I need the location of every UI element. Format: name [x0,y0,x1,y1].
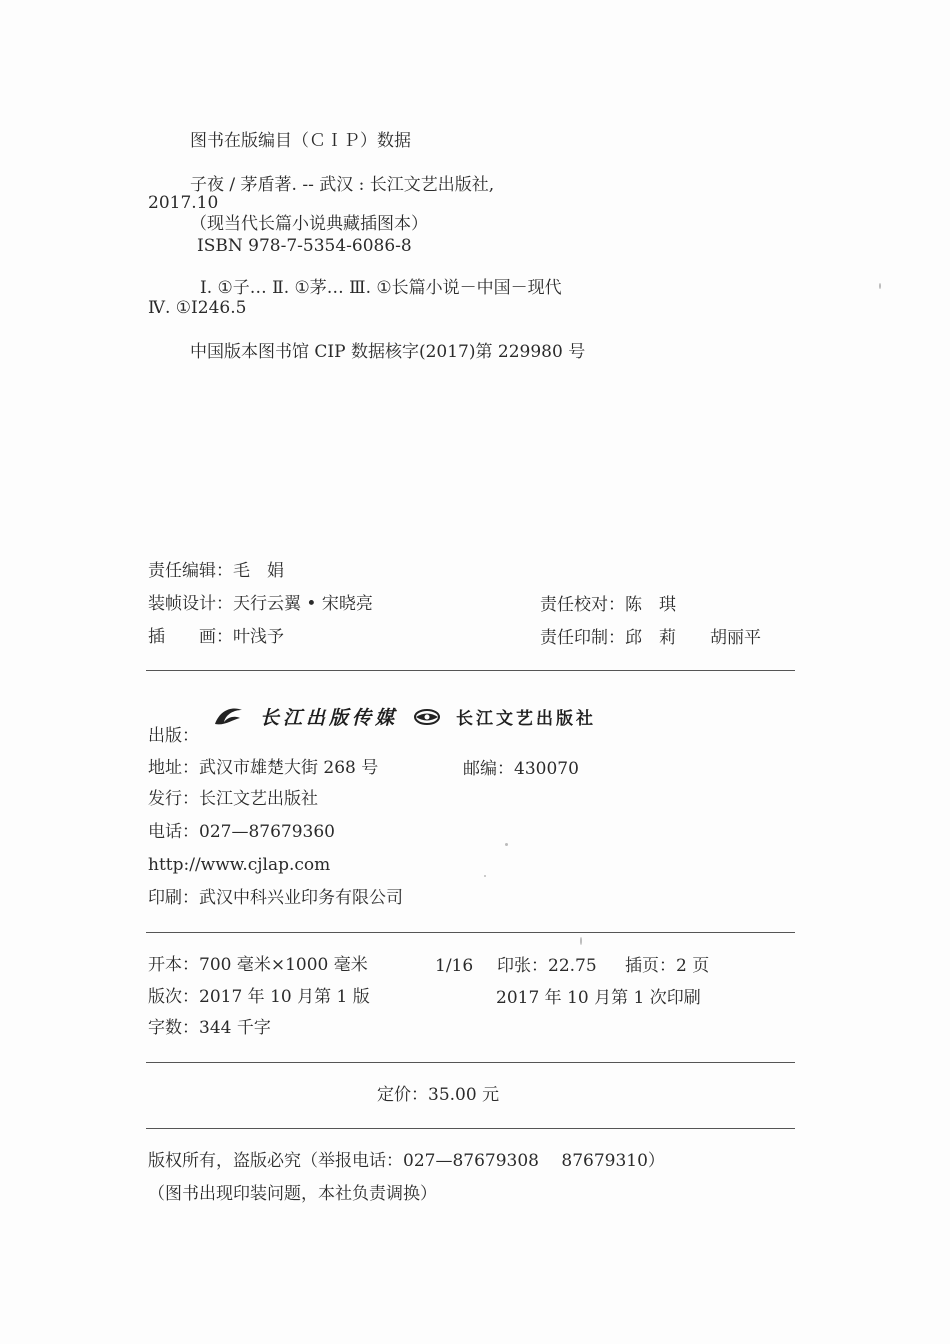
credit-illustrator [148,627,284,647]
cip-series: （现当代长篇小说典藏插图本） [190,214,428,234]
cip-isbn: ISBN 978-7-5354-6086-8 [197,236,412,256]
credit-value: 邱 莉 胡丽平 [625,628,761,648]
publisher-phone: 电话：027—87679360 [148,822,335,842]
spec-edition: 版次：2017 年 10 月第 1 版 [148,987,370,1007]
credit-label: 责任印制： [540,628,625,648]
scan-speck [580,937,582,945]
scan-speck [505,843,508,846]
spec-wordcount: 字数：344 千字 [148,1018,271,1038]
credit-value: 叶浅予 [233,627,284,647]
spec-sheets: 印张：22.75 [497,956,597,976]
divider [146,1128,795,1129]
defect-notice: （图书出现印装问题，本社负责调换） [148,1184,437,1204]
credit-label: 责任编辑： [148,561,233,581]
credit-value: 天行云翼 • 宋晓亮 [233,594,373,614]
spec-fraction: 1/16 [435,956,474,976]
distributor: 发行：长江文艺出版社 [148,789,318,809]
credit-design [148,594,373,614]
spec-plates: 插页：2 页 [625,956,710,976]
divider [146,932,795,933]
credit-editor [148,561,284,581]
credit-print-manager [540,628,761,648]
publisher-logos [212,703,596,730]
cip-classification-number: Ⅳ. ①I246.5 [148,298,247,318]
credit-value: 毛 娟 [233,561,284,581]
credit-value: 陈 琪 [625,595,676,615]
publisher-website: http://www.cjlap.com [148,855,331,875]
cip-heading: 图书在版编目（ＣＩＰ）数据 [190,131,411,151]
copyright-notice: 版权所有，盗版必究（举报电话：027—87679308 87679310） [148,1151,665,1171]
publisher-label: 出版： [148,726,199,746]
printer: 印刷：武汉中科兴业印务有限公司 [148,888,403,908]
scan-speck [484,875,486,877]
publisher-address: 地址：武汉市雄楚大街 268 号 [148,758,379,778]
price: 定价：35.00 元 [377,1085,500,1105]
credit-label: 插 画： [148,627,233,647]
credit-proofreader [540,595,676,615]
cip-classification: Ⅰ. ①子… Ⅱ. ①茅… Ⅲ. ①长篇小说－中国－现代 [200,278,562,298]
changjiang-literature-logo-icon [412,706,442,728]
divider [146,670,795,671]
scan-speck [879,283,881,289]
logo-changjiang-literature: 长江文艺出版社 [456,709,597,729]
spec-printing: 2017 年 10 月第 1 次印刷 [496,988,701,1008]
credit-label: 责任校对： [540,595,625,615]
spec-format: 开本：700 毫米×1000 毫米 [148,955,368,975]
divider [146,1062,795,1063]
publisher-postcode: 邮编：430070 [463,759,579,779]
cip-date: 2017.10 [148,193,219,213]
cip-title-line: 子夜 / 茅盾著. -- 武汉 : 长江文艺出版社, [190,175,495,195]
changjiang-media-logo-icon [212,704,246,730]
cip-record-number: 中国版本图书馆 CIP 数据核字(2017)第 229980 号 [190,342,586,362]
logo-changjiang-media: 长江出版传媒 [260,707,399,729]
credit-label: 装帧设计： [148,594,233,614]
